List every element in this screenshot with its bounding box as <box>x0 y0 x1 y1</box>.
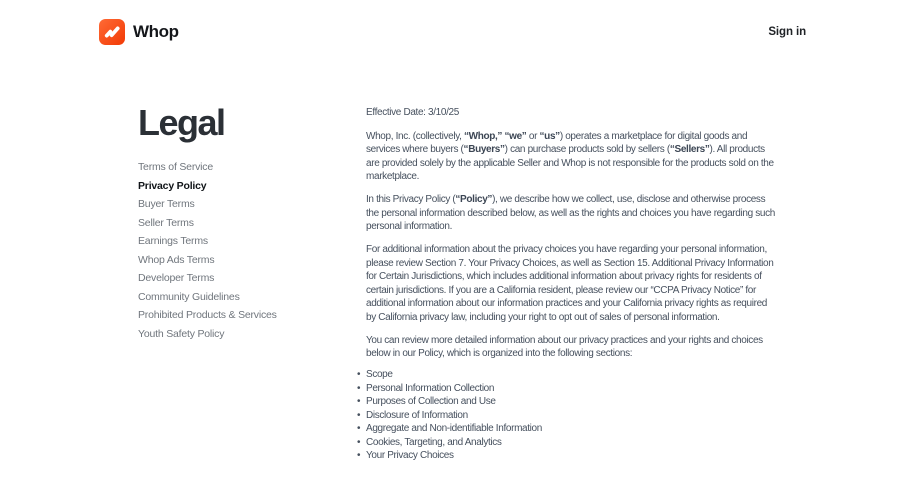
sidebar-item-buyer-terms[interactable]: Buyer Terms <box>138 198 195 210</box>
section-list <box>366 368 778 463</box>
sidebar-item-seller-terms[interactable]: Seller Terms <box>138 216 194 229</box>
sign-in-link[interactable]: Sign in <box>768 26 806 38</box>
whop-logo[interactable] <box>99 19 179 45</box>
list-item-your-privacy-choices: • Your Privacy Choices <box>366 449 778 463</box>
sidebar-item-privacy-policy[interactable]: Privacy Policy <box>138 179 207 192</box>
paragraphs <box>366 130 778 361</box>
paragraph: For additional information about the privacy choices you have regarding your personal information, please review Section 7. Your Privacy Choices, as well as Section 15. Additional Privacy Information for Certain Jurisdictions, which includes additional information about privacy rights for residents of certain jurisdictions. If you are a California resident, please review our “CCPA Privacy Notice” for additional information about our information practices and your California privacy rights as required by California privacy law, including your right to opt out of sales of personal information. <box>366 244 774 323</box>
sidebar-item-whop-ads-terms[interactable]: Whop Ads Terms <box>138 253 215 266</box>
sidebar-item-community-guidelines[interactable]: Community Guidelines <box>138 290 240 303</box>
content-layout <box>0 64 900 463</box>
sidebar-item-terms-of-service[interactable]: Terms of Service <box>138 161 213 173</box>
effective-date: Effective Date: 3/10/25 <box>366 107 459 118</box>
list-item-scope: • Scope <box>366 368 778 382</box>
list-item-cookies-targeting-and-analytics: • Cookies, Targeting, and Analytics <box>366 436 778 450</box>
list-item-purposes-of-collection-and-use: • Purposes of Collection and Use <box>366 395 778 409</box>
whop-logo-icon <box>99 19 125 45</box>
main-content <box>366 64 778 463</box>
list-item-aggregate-and-non-identifiable-information: • Aggregate and Non-identifiable Information <box>366 422 778 436</box>
sidebar-item-earnings-terms[interactable]: Earnings Terms <box>138 235 208 247</box>
sidebar-item-developer-terms[interactable]: Developer Terms <box>138 272 215 284</box>
whop-logo-text: Whop <box>133 22 179 41</box>
sidebar <box>138 64 366 346</box>
list-item-personal-information-collection: • Personal Information Collection <box>366 382 778 396</box>
paragraph: Whop, Inc. (collectively, “Whop,” “we” or “us”) operates a marketplace for digital goods and services where buyers (“Buyers”) can purchase products sold by sellers (“Sellers”). All products are provided solely by the applicable Seller and Whop is not responsible for the products sold on the marketplace. <box>366 130 774 182</box>
page-title: Legal <box>138 102 225 143</box>
list-item-disclosure-of-information: • Disclosure of Information <box>366 409 778 423</box>
paragraph: In this Privacy Policy (“Policy”), we describe how we collect, use, disclose and otherwise process the personal information described below, as well as the rights and choices you have regarding such personal information. <box>366 194 775 232</box>
sidebar-item-prohibited-products-services[interactable]: Prohibited Products & Services <box>138 309 277 321</box>
sidebar-item-youth-safety-policy[interactable]: Youth Safety Policy <box>138 327 225 340</box>
paragraph: You can review more detailed information about our privacy practices and your rights and choices below in our Policy, which is organized into the following sections: <box>366 334 763 359</box>
header <box>0 0 900 64</box>
sidebar-nav <box>138 161 366 341</box>
